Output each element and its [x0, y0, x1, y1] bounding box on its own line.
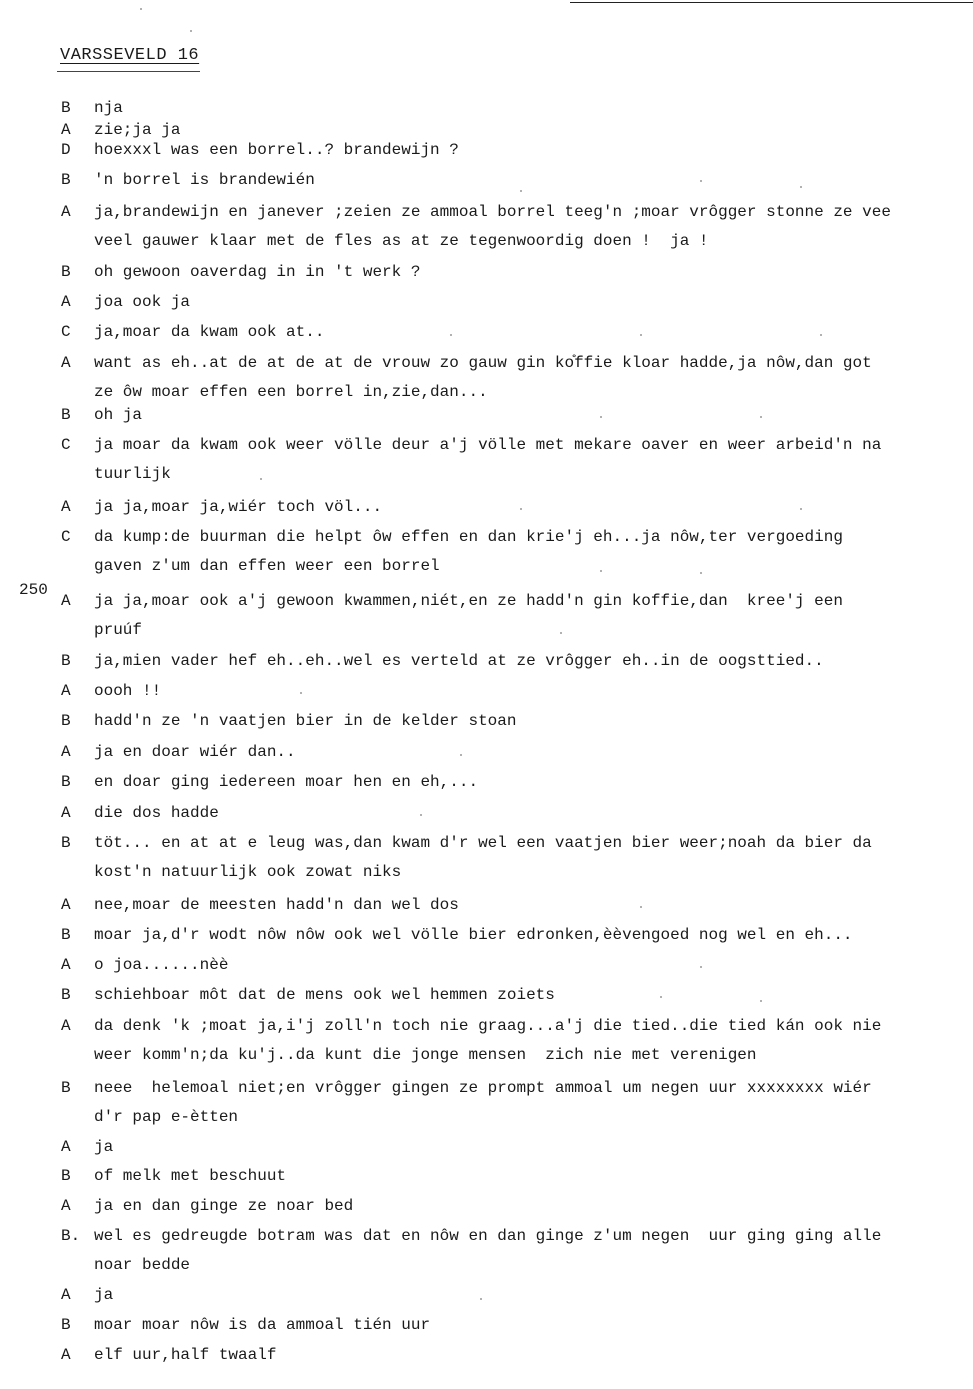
- utterance-text: wel es gedreugde botram was dat en nôw en dan ginge z'um negen uur ging ging alle: [94, 1227, 882, 1245]
- speaker-label: B: [61, 1079, 71, 1097]
- title-underline: [57, 71, 200, 72]
- speaker-label: A: [61, 1017, 71, 1035]
- utterance-text: moar ja,d'r wodt nôw nôw ook wel völle bier edronken,èèvengoed nog wel en eh...: [94, 926, 853, 944]
- speaker-label: A: [61, 804, 71, 822]
- utterance-continuation: kost'n natuurlijk ook zowat niks: [94, 863, 402, 881]
- speaker-label: A: [61, 203, 71, 221]
- scan-speck: [420, 814, 422, 816]
- line-number-marker: 250: [19, 581, 48, 599]
- utterance-text: zie;ja ja: [94, 121, 181, 139]
- page-title: VARSSEVELD 16: [60, 46, 200, 65]
- speaker-label: B: [61, 834, 71, 852]
- speaker-label: A: [61, 293, 71, 311]
- speaker-label: D: [61, 141, 71, 159]
- utterance-text: en doar ging iedereen moar hen en eh,...: [94, 773, 479, 791]
- scan-speck: [700, 966, 702, 968]
- speaker-label: B: [61, 1316, 71, 1334]
- scan-speck: [600, 570, 602, 572]
- utterance-text: ja,mien vader hef eh..eh..wel es verteld at ze vrôgger eh..in de oogsttied..: [94, 652, 824, 670]
- scan-speck: [520, 508, 522, 510]
- speaker-label: A: [61, 682, 71, 700]
- scan-speck: [820, 334, 822, 336]
- utterance-text: elf uur,half twaalf: [94, 1346, 277, 1364]
- speaker-label: A: [61, 896, 71, 914]
- utterance-continuation: pruúf: [94, 621, 143, 639]
- scan-speck: [640, 906, 642, 908]
- utterance-text: hoexxxl was een borrel..? brandewijn ?: [94, 141, 459, 159]
- utterance-text: o joa......nèè: [94, 956, 229, 974]
- speaker-label: B: [61, 773, 71, 791]
- speaker-label: B: [61, 926, 71, 944]
- utterance-continuation: ze ôw moar effen een borrel in,zie,dan...: [94, 383, 488, 401]
- speaker-label: B: [61, 652, 71, 670]
- speaker-label: A: [61, 743, 71, 761]
- scan-speck: [760, 416, 762, 418]
- utterance-text: ja: [94, 1286, 114, 1304]
- scan-speck: [140, 8, 142, 10]
- utterance-text: ja moar da kwam ook weer völle deur a'j völle met mekare oaver en weer arbeid'n na: [94, 436, 882, 454]
- scan-speck: [460, 754, 462, 756]
- utterance-continuation: weer komm'n;da ku'j..da kunt die jonge mensen zich nie met verenigen: [94, 1046, 757, 1064]
- utterance-text: ja,brandewijn en janever ;zeien ze ammoal borrel teeg'n ;moar vrôgger stonne ze vee: [94, 203, 891, 221]
- scan-speck: [190, 30, 192, 32]
- scan-speck: [480, 1298, 482, 1300]
- utterance-text: of melk met beschuut: [94, 1167, 287, 1185]
- scan-speck: [800, 508, 802, 510]
- speaker-label: B: [61, 263, 71, 281]
- scan-speck: [700, 180, 702, 182]
- speaker-label: A: [61, 498, 71, 516]
- utterance-text: oooh !!: [94, 682, 162, 700]
- speaker-label: B: [61, 99, 71, 117]
- speaker-label: B: [61, 406, 71, 424]
- utterance-continuation: noar bedde: [94, 1256, 191, 1274]
- speaker-label: C: [61, 436, 71, 454]
- scan-speck: [300, 692, 302, 694]
- scan-speck: [600, 416, 602, 418]
- utterance-text: da kump:de buurman die helpt ôw effen en dan krie'j eh...ja nôw,ter vergoeding: [94, 528, 843, 546]
- speaker-label: A: [61, 354, 71, 372]
- utterance-text: nja: [94, 99, 123, 117]
- speaker-label: A: [61, 956, 71, 974]
- scan-speck: [450, 334, 452, 336]
- utterance-text: nee,moar de meesten hadd'n dan wel dos: [94, 896, 459, 914]
- speaker-label: A: [61, 1138, 71, 1156]
- speaker-label: A: [61, 1197, 71, 1215]
- scan-speck: [760, 1000, 762, 1002]
- utterance-continuation: tuurlijk: [94, 465, 171, 483]
- utterance-text: töt... en at at e leug was,dan kwam d'r wel een vaatjen bier weer;noah da bier da: [94, 834, 872, 852]
- utterance-text: da denk 'k ;moat ja,i'j zoll'n toch nie graag...a'j die tied..die tied kán ook nie: [94, 1017, 882, 1035]
- scan-speck: [520, 190, 522, 192]
- top-rule: [570, 2, 973, 3]
- utterance-text: want as eh..at de at de at de vrouw zo gauw gin ko̊ffie kloar hadde,ja nôw,dan got: [94, 354, 872, 372]
- speaker-label: B: [61, 171, 71, 189]
- speaker-label: B: [61, 986, 71, 1004]
- utterance-text: ja: [94, 1138, 114, 1156]
- speaker-label: A: [61, 592, 71, 610]
- utterance-text: die dos hadde: [94, 804, 219, 822]
- utterance-text: ja,moar da kwam ook at..: [94, 323, 325, 341]
- speaker-label: B: [61, 1167, 71, 1185]
- speaker-label: B.: [61, 1227, 81, 1245]
- scan-speck: [640, 334, 642, 336]
- scan-speck: [660, 996, 662, 998]
- speaker-label: A: [61, 1346, 71, 1364]
- utterance-text: ja en doar wiér dan..: [94, 743, 296, 761]
- utterance-text: ja en dan ginge ze noar bed: [94, 1197, 354, 1215]
- speaker-label: A: [61, 121, 71, 139]
- utterance-text: ja ja,moar ook a'j gewoon kwammen,niét,en ze hadd'n gin koffie,dan kree'j een: [94, 592, 843, 610]
- utterance-text: neee helemoal niet;en vrôgger gingen ze prompt ammoal um negen uur xxxxxxxx wiér: [94, 1079, 872, 1097]
- speaker-label: C: [61, 528, 71, 546]
- utterance-text: ja ja,moar ja,wiér toch völ...: [94, 498, 383, 516]
- utterance-text: 'n borrel is brandewién: [94, 171, 315, 189]
- speaker-label: B: [61, 712, 71, 730]
- utterance-continuation: d'r pap e-ètten: [94, 1108, 239, 1126]
- scan-speck: [260, 478, 262, 480]
- utterance-text: oh gewoon oaverdag in in 't werk ?: [94, 263, 421, 281]
- utterance-text: schiehboar môt dat de mens ook wel hemmen zoiets: [94, 986, 555, 1004]
- speaker-label: A: [61, 1286, 71, 1304]
- utterance-text: oh ja: [94, 406, 143, 424]
- utterance-text: joa ook ja: [94, 293, 191, 311]
- speaker-label: C: [61, 323, 71, 341]
- utterance-continuation: veel gauwer klaar met de fles as at ze tegenwoordig doen ! ja !: [94, 232, 709, 250]
- scan-speck: [800, 186, 802, 188]
- utterance-continuation: gaven z'um dan effen weer een borrel: [94, 557, 440, 575]
- scan-speck: [700, 572, 702, 574]
- utterance-text: moar moar nôw is da ammoal tién uur: [94, 1316, 431, 1334]
- utterance-text: hadd'n ze 'n vaatjen bier in de kelder stoan: [94, 712, 517, 730]
- scan-speck: [560, 632, 562, 634]
